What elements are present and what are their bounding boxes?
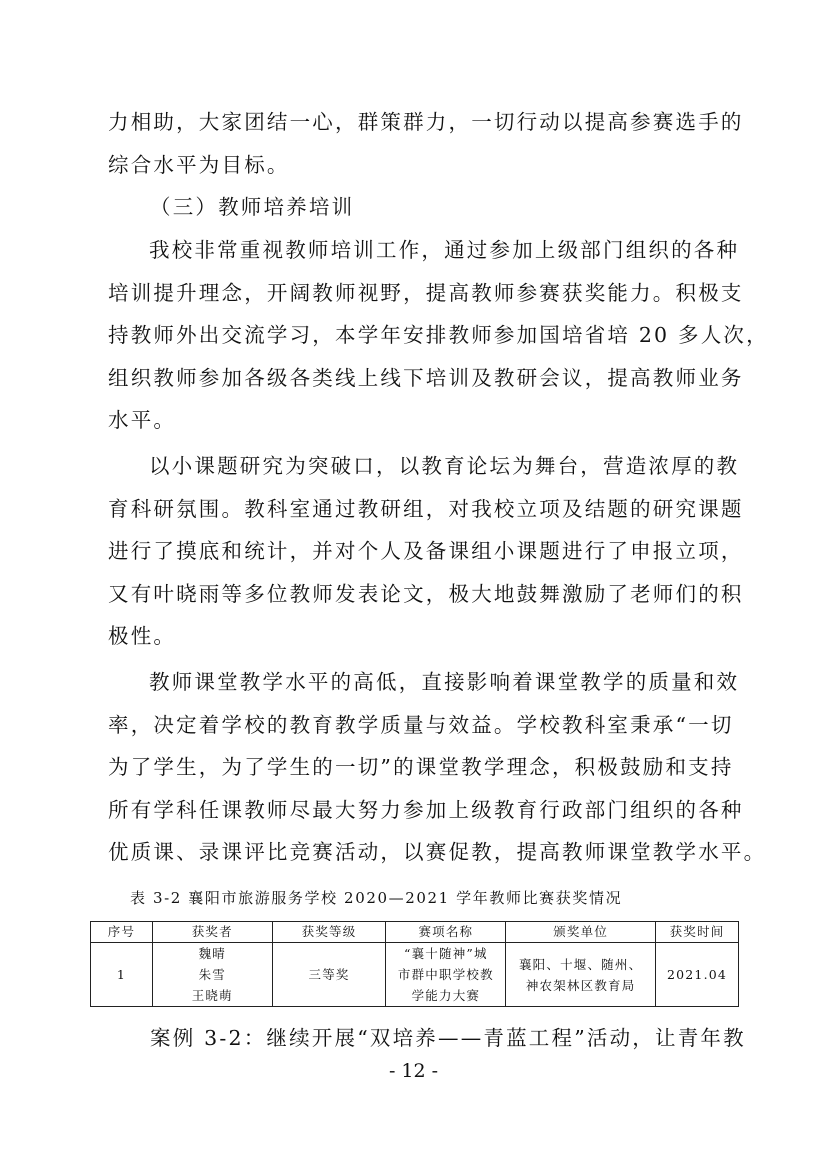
paragraph-teacher-training — [108, 229, 769, 442]
cell-event — [386, 943, 506, 1007]
text-line: 持教师外出交流学习，本学年安排教师参加国培省培 20 多人次， — [108, 323, 769, 347]
table-row — [91, 943, 739, 1007]
header-issuer: 颁奖单位 — [506, 922, 656, 943]
cell-index: 1 — [91, 943, 153, 1007]
text-line: 以小课题研究为突破口，以教育论坛为舞台，营造浓厚的教 — [149, 454, 740, 478]
header-level: 获奖等级 — [272, 922, 386, 943]
text-line: 进行了摸底和统计，并对个人及备课组小课题进行了申报立项， — [108, 539, 744, 563]
cell-winners — [152, 943, 272, 1007]
cell-date: 2021.04 — [656, 943, 739, 1007]
section-heading: （三）教师培养培训 — [150, 195, 355, 219]
paragraph-research — [108, 445, 744, 658]
event-line: “襄十随神”城 — [404, 946, 488, 961]
cell-level: 三等奖 — [272, 943, 386, 1007]
table-header-row — [91, 922, 739, 943]
text-line: 又有叶晓雨等多位教师发表论文，极大地鼓舞激励了老师们的积 — [108, 581, 744, 606]
winner-name: 魏晴 — [198, 946, 226, 961]
header-event: 赛项名称 — [386, 922, 506, 943]
text-line: 水平。 — [108, 408, 177, 432]
text-line: 我校非常重视教师培训工作，通过参加上级部门组织的各种 — [149, 238, 740, 262]
header-date: 获奖时间 — [656, 922, 739, 943]
text-line: 育科研氛围。教科室通过教研组，对我校立项及结题的研究课题 — [108, 496, 744, 521]
header-index: 序号 — [91, 922, 153, 943]
table-caption: 表 3-2 襄阳市旅游服务学校 2020—2021 学年教师比赛获奖情况 — [130, 889, 623, 907]
text-line: 所有学科任课教师尽最大努力参加上级教育行政部门组织的各种 — [108, 797, 744, 822]
text-line: 教师课堂教学水平的高低，直接影响着课堂教学的质量和效 — [149, 670, 740, 694]
case-heading: 案例 3-2：继续开展“双培养——青蓝工程”活动，让青年教 — [150, 1026, 746, 1050]
cell-issuer — [506, 943, 656, 1007]
text-line: 率，决定着学校的教育教学质量与效益。学校教科室秉承“一切 — [108, 712, 734, 737]
winner-name: 朱雪 — [198, 967, 226, 982]
text-line: 培训提升理念，开阔教师视野，提高教师参赛获奖能力。积极支 — [108, 280, 744, 305]
text-line: 为了学生，为了学生的一切”的课堂教学理念，积极鼓励和支持 — [108, 755, 734, 779]
issuer-line: 襄阳、十堰、随州、 — [518, 956, 643, 972]
header-winners: 获奖者 — [152, 922, 272, 943]
paragraph-teaching-level — [108, 661, 767, 874]
page-number: - 12 - — [388, 1060, 439, 1082]
awards-table — [90, 921, 739, 1007]
text-line: 综合水平为目标。 — [108, 152, 290, 177]
text-line: 力相助，大家团结一心，群策群力，一切行动以提高参赛选手的 — [108, 110, 744, 134]
paragraph-continuation — [108, 101, 744, 186]
winner-name: 王晓萌 — [191, 988, 233, 1003]
text-line: 极性。 — [108, 624, 177, 648]
issuer-line: 神农架林区教育局 — [525, 977, 636, 993]
event-line: 市群中职学校教 — [397, 967, 494, 982]
text-line: 优质课、录课评比竞赛活动，以赛促教，提高教师课堂教学水平。 — [108, 840, 767, 864]
text-line: 组织教师参加各级各类线上线下培训及教研会议，提高教师业务 — [108, 365, 744, 390]
event-line: 学能力大赛 — [411, 988, 481, 1003]
